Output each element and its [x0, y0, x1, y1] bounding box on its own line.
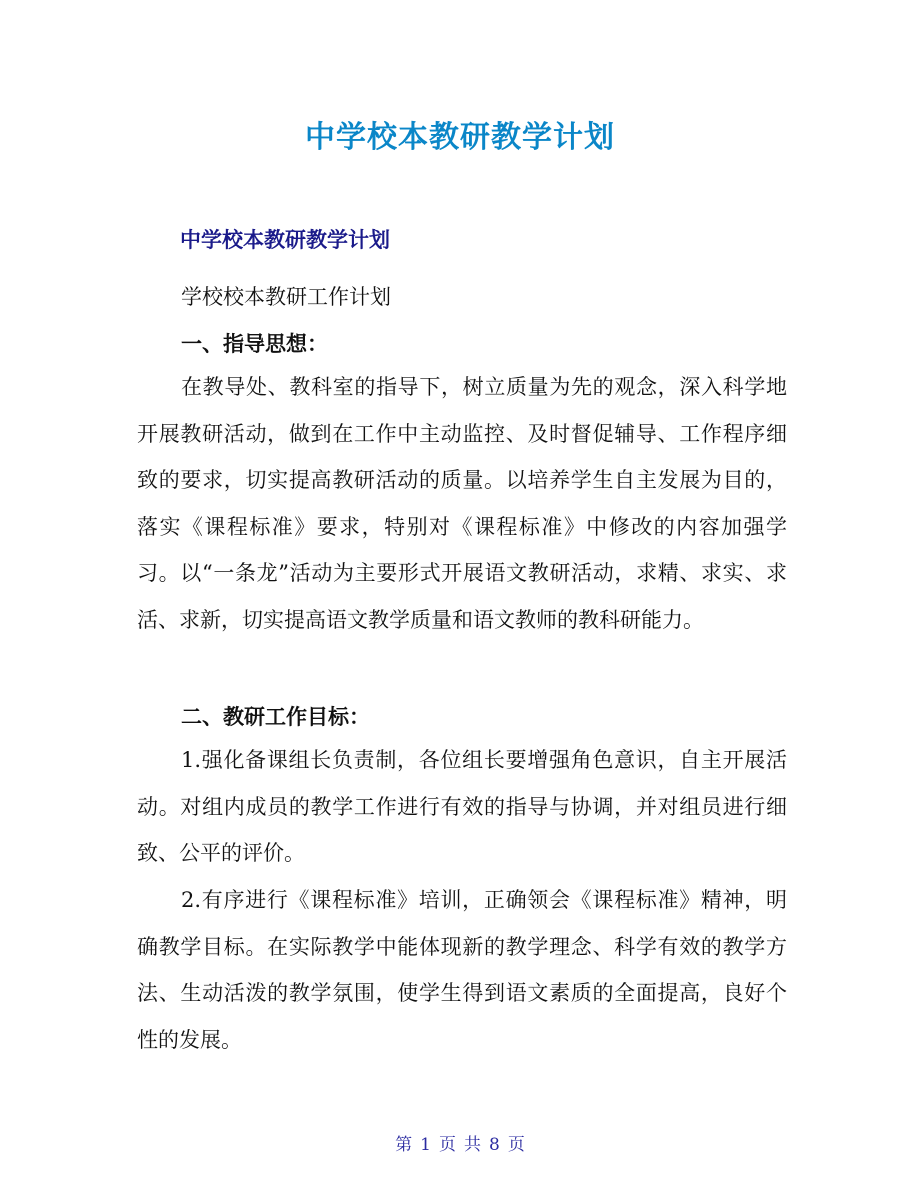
document-title: 中学校本教研教学计划	[305, 120, 615, 155]
footer-label-end: 页	[507, 1135, 525, 1155]
paragraph-guiding-ideology: 在教导处、教科室的指导下，树立质量为先的观念，深入科学地开展教研活动，做到在工作中主动监控、及时督促辅导、工作程序细致的要求，切实提高教研活动的质量。以培养学生自主发展为目的，落实《课程标准》要求，特别对《课程标准》中修改的内容加强学习。以“一条龙”活动为主要形式开展语文教研活动，求精、求实、求活、求新，切实提高语文教学质量和语文教师的教科研能力。	[137, 375, 787, 632]
document-subtitle: 中学校本教研教学计划	[180, 228, 390, 252]
paragraph-goal-1: 1.强化备课组长负责制，各位组长要增强角色意识，自主开展活动。对组内成员的教学工作进行有效的指导与协调，并对组员进行细致、公平的评价。	[137, 748, 787, 865]
section-heading-research-goals: 二、教研工作目标：	[181, 705, 370, 729]
page-footer	[0, 1133, 920, 1157]
footer-label-total: 共	[464, 1135, 481, 1155]
footer-label-page: 第	[395, 1135, 413, 1155]
footer-total-pages: 8	[489, 1135, 500, 1155]
footer-label-of: 页	[439, 1135, 456, 1155]
paragraph-goal-2: 2.有序进行《课程标准》培训，正确领会《课程标准》精神，明确教学目标。在实际教学中能体现新的教学理念、科学有效的教学方法、生动活泼的教学氛围，使学生得到语文素质的全面提高，良好个性的发展。	[137, 888, 787, 1052]
section-heading-guiding-ideology: 一、指导思想：	[181, 332, 328, 356]
footer-current-page: 1	[420, 1135, 431, 1155]
intro-line: 学校校本教研工作计划	[181, 285, 391, 309]
